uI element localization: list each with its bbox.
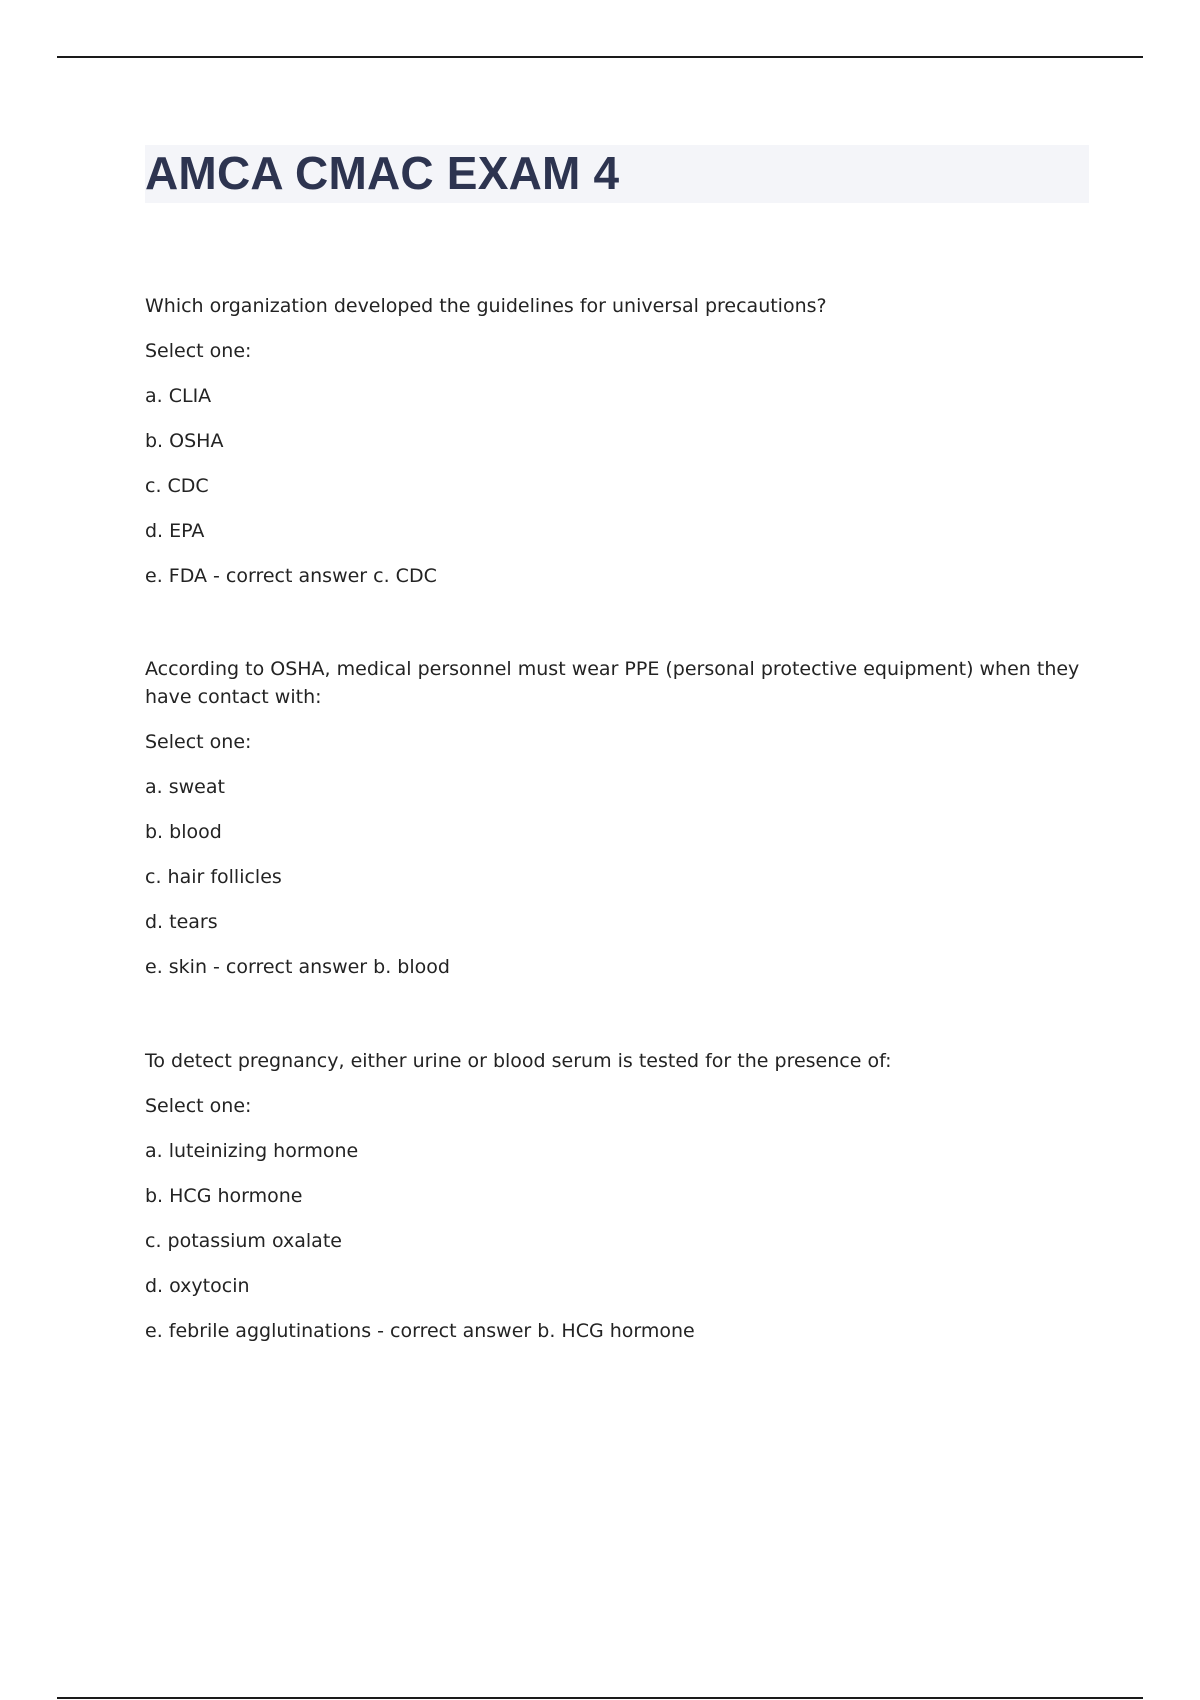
header-rule	[57, 56, 1143, 58]
answer-option: b. blood	[145, 821, 222, 843]
answer-option: b. HCG hormone	[145, 1185, 303, 1207]
select-one-label: Select one:	[145, 1095, 252, 1117]
answer-option: a. sweat	[145, 776, 225, 798]
select-one-label: Select one:	[145, 731, 252, 753]
question-text: Which organization developed the guidelines for universal precautions?	[145, 295, 827, 317]
select-one-label: Select one:	[145, 340, 252, 362]
answer-option: c. potassium oxalate	[145, 1230, 342, 1252]
question-3	[145, 1047, 1085, 1362]
document-title: AMCA CMAC EXAM 4	[145, 147, 620, 199]
question-text: According to OSHA, medical personnel must wear PPE (personal protective equipment) when they have contact with:	[145, 658, 1080, 708]
answer-option-with-correct-answer: e. skin - correct answer b. blood	[145, 956, 450, 978]
question-2	[145, 655, 1085, 998]
answer-option: a. CLIA	[145, 385, 212, 407]
answer-option: c. hair follicles	[145, 866, 282, 888]
question-text: To detect pregnancy, either urine or blood serum is tested for the presence of:	[145, 1050, 892, 1072]
answer-option: c. CDC	[145, 475, 209, 497]
answer-option: d. tears	[145, 911, 218, 933]
answer-option-with-correct-answer: e. febrile agglutinations - correct answer b. HCG hormone	[145, 1320, 695, 1342]
answer-option: a. luteinizing hormone	[145, 1140, 359, 1162]
answer-option: b. OSHA	[145, 430, 224, 452]
answer-option: d. EPA	[145, 520, 205, 542]
answer-option: d. oxytocin	[145, 1275, 250, 1297]
question-1	[145, 292, 1085, 607]
footer-rule	[57, 1697, 1143, 1699]
answer-option-with-correct-answer: e. FDA - correct answer c. CDC	[145, 565, 437, 587]
